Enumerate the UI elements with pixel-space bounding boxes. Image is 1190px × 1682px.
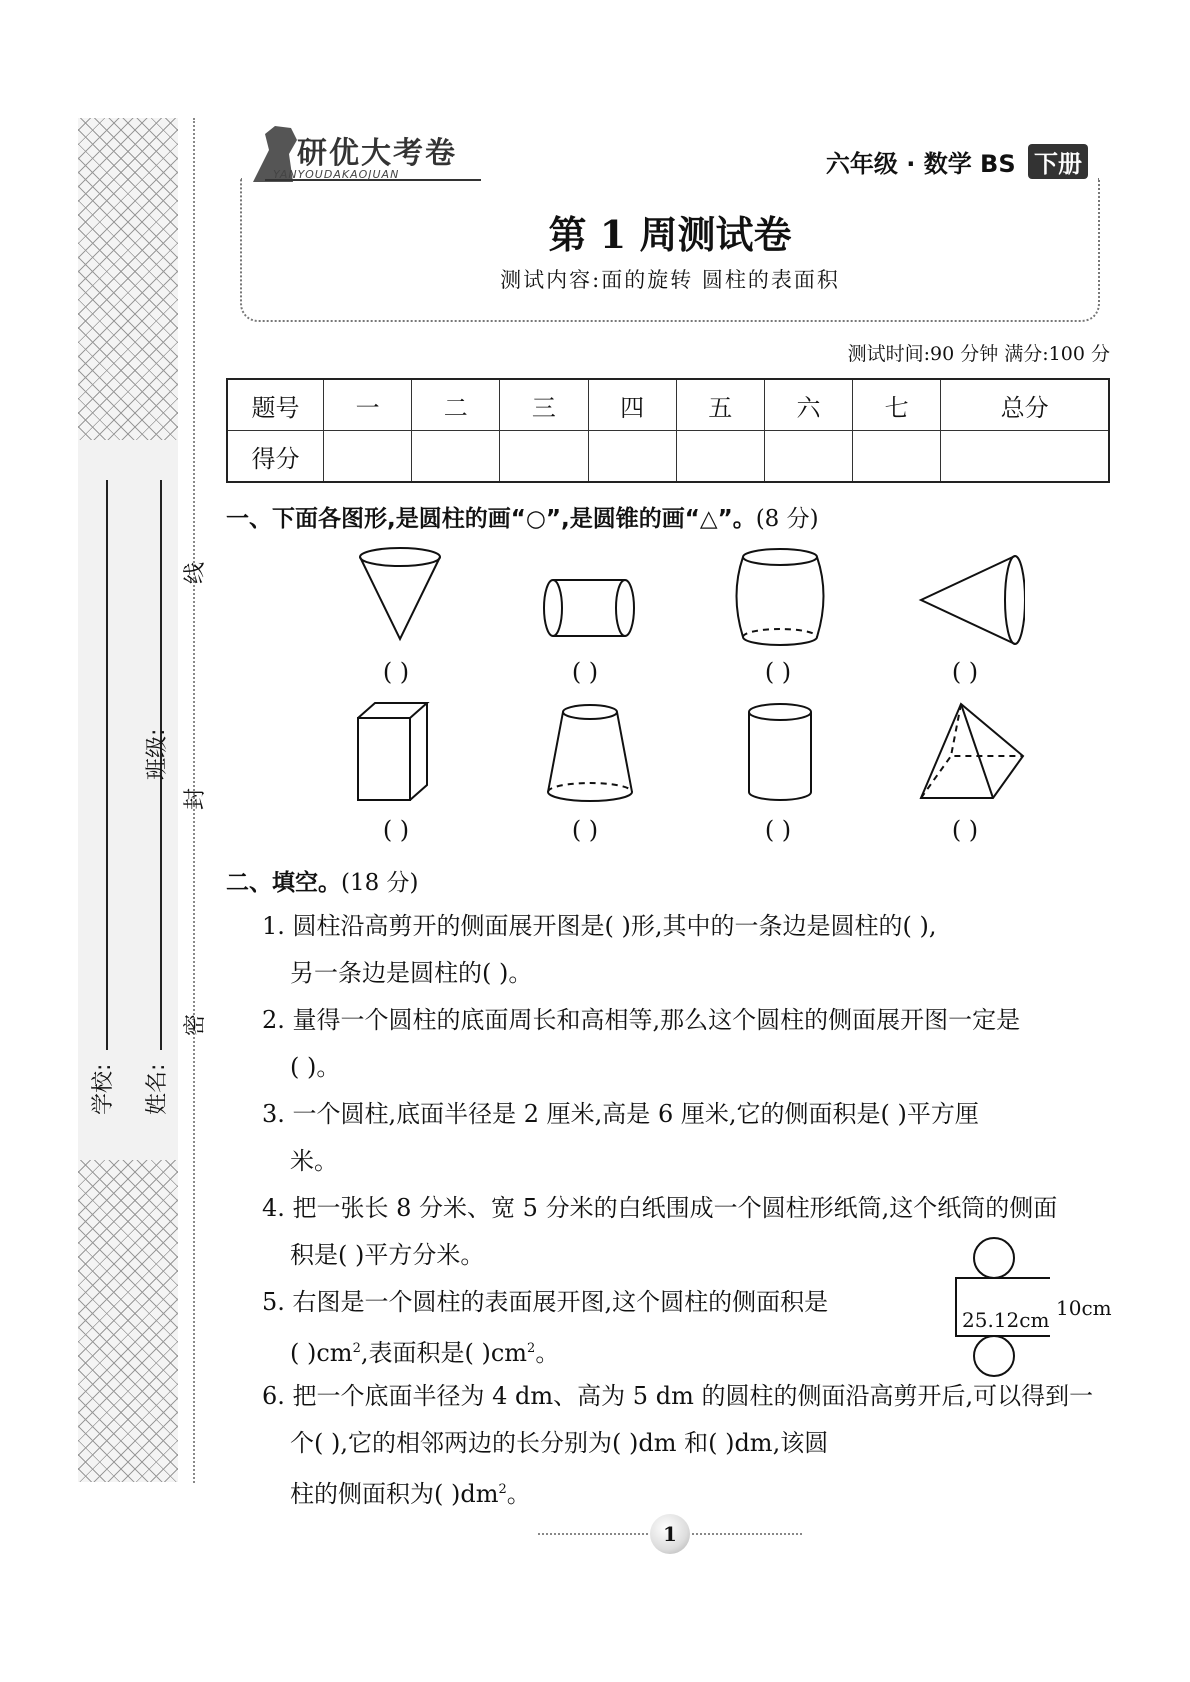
- cone-inverted-shape: [355, 545, 445, 645]
- score-cell[interactable]: [500, 431, 588, 483]
- q5-blank-1: ( )cm: [290, 1339, 353, 1367]
- question-2-line-a: 2. 量得一个圆柱的底面周长和高相等,那么这个圆柱的侧面展开图一定是: [262, 1006, 1021, 1034]
- pyramid-shape: [915, 700, 1030, 805]
- q5-sup-1: 2: [352, 1341, 361, 1356]
- time-info: 测试时间:90 分钟 满分:100 分: [847, 343, 1110, 365]
- q5-end: 。: [535, 1339, 560, 1367]
- page-number: 1: [650, 1514, 690, 1554]
- section2-points: (18 分): [341, 870, 419, 896]
- question-6-line-c: [290, 1467, 531, 1517]
- cylinder-upright-shape: [740, 700, 820, 805]
- q6-end: 。: [506, 1480, 531, 1508]
- score-header-cell: 三: [500, 379, 588, 431]
- class-label: 班级:: [145, 728, 170, 780]
- school-label: 学校:: [91, 1063, 116, 1115]
- binding-hatch-bottom: [78, 1160, 178, 1482]
- barrel-shape: [730, 545, 830, 650]
- answer-paren-2[interactable]: ( ): [571, 658, 599, 686]
- answer-paren-8[interactable]: ( ): [951, 816, 979, 844]
- score-header-cell: 总分: [941, 379, 1109, 431]
- score-cell[interactable]: [412, 431, 500, 483]
- question-3-line-a: 3. 一个圆柱,底面半径是 2 厘米,高是 6 厘米,它的侧面积是( )平方厘: [262, 1100, 979, 1128]
- cylinder-net-figure: [950, 1236, 1050, 1378]
- answer-paren-3[interactable]: ( ): [764, 658, 792, 686]
- question-6-line-a: 6. 把一个底面半径为 4 dm、高为 5 dm 的圆柱的侧面沿高剪开后,可以得到一: [262, 1382, 1094, 1410]
- grade-subject: 六年级 · 数学 BS: [825, 150, 1016, 178]
- answer-paren-7[interactable]: ( ): [764, 816, 792, 844]
- score-cell[interactable]: [588, 431, 676, 483]
- seal-text-secret: 密: [183, 1013, 208, 1036]
- score-header-cell: 题号: [227, 379, 324, 431]
- score-header-cell: 四: [588, 379, 676, 431]
- seal-text-seal: 封: [183, 787, 208, 810]
- name-label: 姓名:: [145, 1063, 170, 1115]
- section1-heading: [226, 500, 819, 533]
- logo-title: 研优大考卷: [297, 136, 457, 171]
- answer-paren-6[interactable]: ( ): [571, 816, 599, 844]
- q6-blank: 柱的侧面积为( )dm: [290, 1480, 499, 1508]
- cone-sideways-shape: [915, 550, 1025, 650]
- question-1-line-a: 1. 圆柱沿高剪开的侧面展开图是( )形,其中的一条边是圆柱的( ),: [262, 912, 937, 940]
- logo-subtitle: YANYOUDAKAOJUAN: [273, 168, 400, 181]
- school-line: [106, 480, 108, 1050]
- question-2-line-b: ( )。: [290, 1053, 341, 1081]
- score-header-cell: 五: [676, 379, 764, 431]
- q5-blank-2: ,表面积是( )cm: [360, 1339, 528, 1367]
- section1-points: (8 分): [755, 506, 819, 532]
- grade-label: [826, 144, 1088, 179]
- question-3-line-b: 米。: [290, 1147, 338, 1175]
- question-5-line-b: [290, 1326, 559, 1376]
- section1-title: 一、下面各图形,是圆柱的画“○”,是圆锥的画“△”。: [226, 506, 756, 532]
- q5-sup-2: 2: [527, 1341, 536, 1356]
- question-4-line-a: 4. 把一张长 8 分米、宽 5 分米的白纸围成一个圆柱形纸筒,这个纸筒的侧面: [262, 1194, 1058, 1222]
- score-cell[interactable]: [324, 431, 412, 483]
- q6-sup: 2: [498, 1482, 507, 1497]
- score-header-row: [227, 379, 1109, 431]
- title-box: [240, 178, 1100, 322]
- score-header-cell: 二: [412, 379, 500, 431]
- question-5-line-a: 5. 右图是一个圆柱的表面展开图,这个圆柱的侧面积是: [262, 1288, 829, 1316]
- question-1-line-b: 另一条边是圆柱的( )。: [290, 959, 533, 987]
- page-title: 第 1 周测试卷: [548, 212, 792, 257]
- footer-line-right: [692, 1533, 802, 1535]
- net-width-label: 25.12cm: [962, 1308, 1050, 1332]
- score-value-row: [227, 431, 1109, 483]
- cuboid-shape: [355, 700, 435, 805]
- score-header-cell: 七: [853, 379, 941, 431]
- binding-hatch-top: [78, 118, 178, 440]
- binding-band: [78, 440, 178, 1160]
- volume-badge: 下册: [1028, 144, 1088, 179]
- section2-heading: [226, 864, 419, 897]
- test-content: 测试内容:面的旋转 圆柱的表面积: [500, 268, 840, 292]
- score-cell[interactable]: [853, 431, 941, 483]
- net-height-label: 10cm: [1056, 1296, 1112, 1320]
- cylinder-horizontal-shape: [540, 575, 640, 645]
- question-6-line-b: 个( ),它的相邻两边的长分别为( )dm 和( )dm,该圆: [290, 1429, 829, 1457]
- logo: [245, 120, 481, 186]
- frustum-shape: [540, 700, 640, 805]
- score-row-label: 得分: [227, 431, 324, 483]
- score-cell[interactable]: [676, 431, 764, 483]
- answer-paren-5[interactable]: ( ): [382, 816, 410, 844]
- answer-paren-4[interactable]: ( ): [951, 658, 979, 686]
- score-header-cell: 一: [324, 379, 412, 431]
- seal-text-line: 线: [183, 561, 208, 584]
- question-4-line-b: 积是( )平方分米。: [290, 1241, 485, 1269]
- answer-paren-1[interactable]: ( ): [382, 658, 410, 686]
- section2-title: 二、填空。: [226, 870, 341, 896]
- footer-line-left: [538, 1533, 648, 1535]
- score-header-cell: 六: [764, 379, 852, 431]
- score-table: [226, 378, 1110, 483]
- score-cell[interactable]: [941, 431, 1109, 483]
- score-cell[interactable]: [764, 431, 852, 483]
